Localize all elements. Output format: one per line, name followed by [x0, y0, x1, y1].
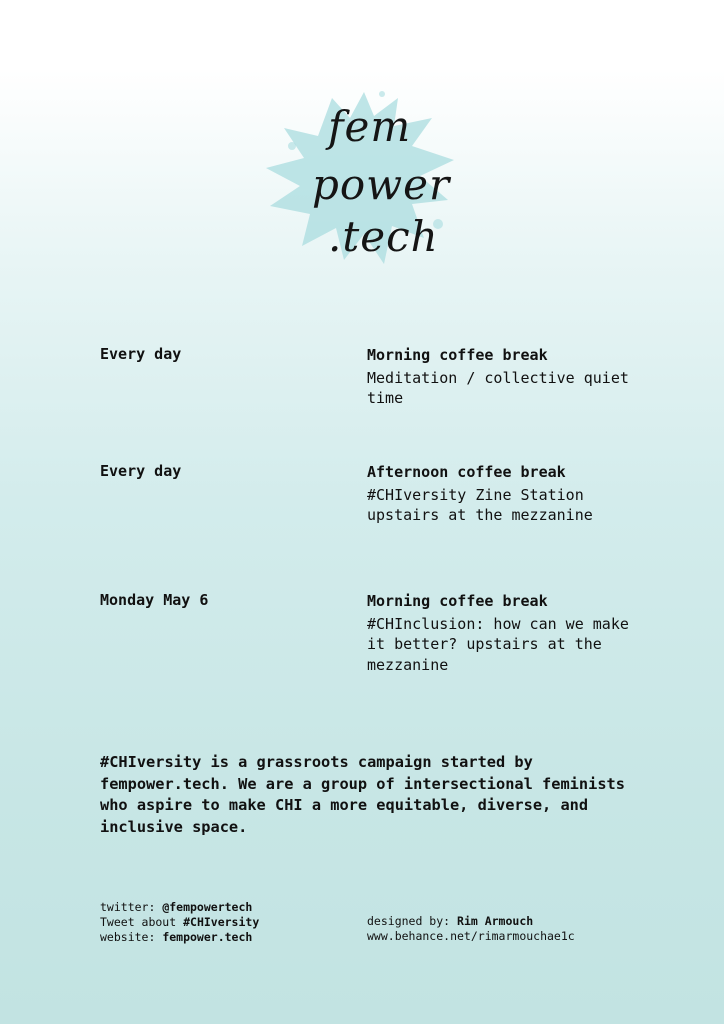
- schedule-title: Afternoon coffee break: [367, 463, 566, 481]
- schedule-when: Monday May 6: [100, 591, 209, 609]
- fempower-logo: [262, 88, 462, 268]
- schedule-description: #CHIversity Zine Station upstairs at the mezzanine: [367, 485, 593, 524]
- schedule-details: [367, 345, 637, 409]
- logo-word-power: power: [312, 160, 451, 209]
- twitter-handle-link[interactable]: @fempowertech: [162, 900, 253, 914]
- hashtag-link[interactable]: #CHIversity: [183, 915, 260, 929]
- tweet-line: Tweet about #CHIversity: [100, 915, 260, 929]
- schedule-description: #CHInclusion: how can we make it better? upstairs at the mezzanine: [367, 614, 629, 674]
- logo-word-tech: .tech: [328, 212, 439, 261]
- logo-word-fem: fem: [328, 102, 412, 151]
- schedule-when: Every day: [100, 462, 182, 480]
- about-paragraph: #CHIversity is a grassroots campaign started by fempower.tech. We are a group of intersectional feminists who aspire to make CHI a more equitable, diverse, and inclusive space.: [100, 753, 625, 836]
- schedule-details: [367, 462, 637, 526]
- website-line: website: fempower.tech: [100, 930, 253, 944]
- schedule-description: Meditation / collective quiet time: [367, 368, 629, 407]
- schedule-title: Morning coffee break: [367, 592, 548, 610]
- footer-contact: [100, 900, 259, 945]
- website-link[interactable]: fempower.tech: [162, 930, 253, 944]
- schedule-title: Morning coffee break: [367, 346, 548, 364]
- designer-line: designed by: Rim Armouch: [367, 914, 534, 928]
- schedule-details: [367, 591, 637, 675]
- footer-credits: [367, 914, 575, 944]
- designer-name: Rim Armouch: [457, 914, 534, 928]
- behance-link[interactable]: www.behance.net/rimarmouchae1c: [367, 929, 575, 943]
- schedule-when: Every day: [100, 345, 182, 363]
- twitter-line: twitter: @fempowertech: [100, 900, 253, 914]
